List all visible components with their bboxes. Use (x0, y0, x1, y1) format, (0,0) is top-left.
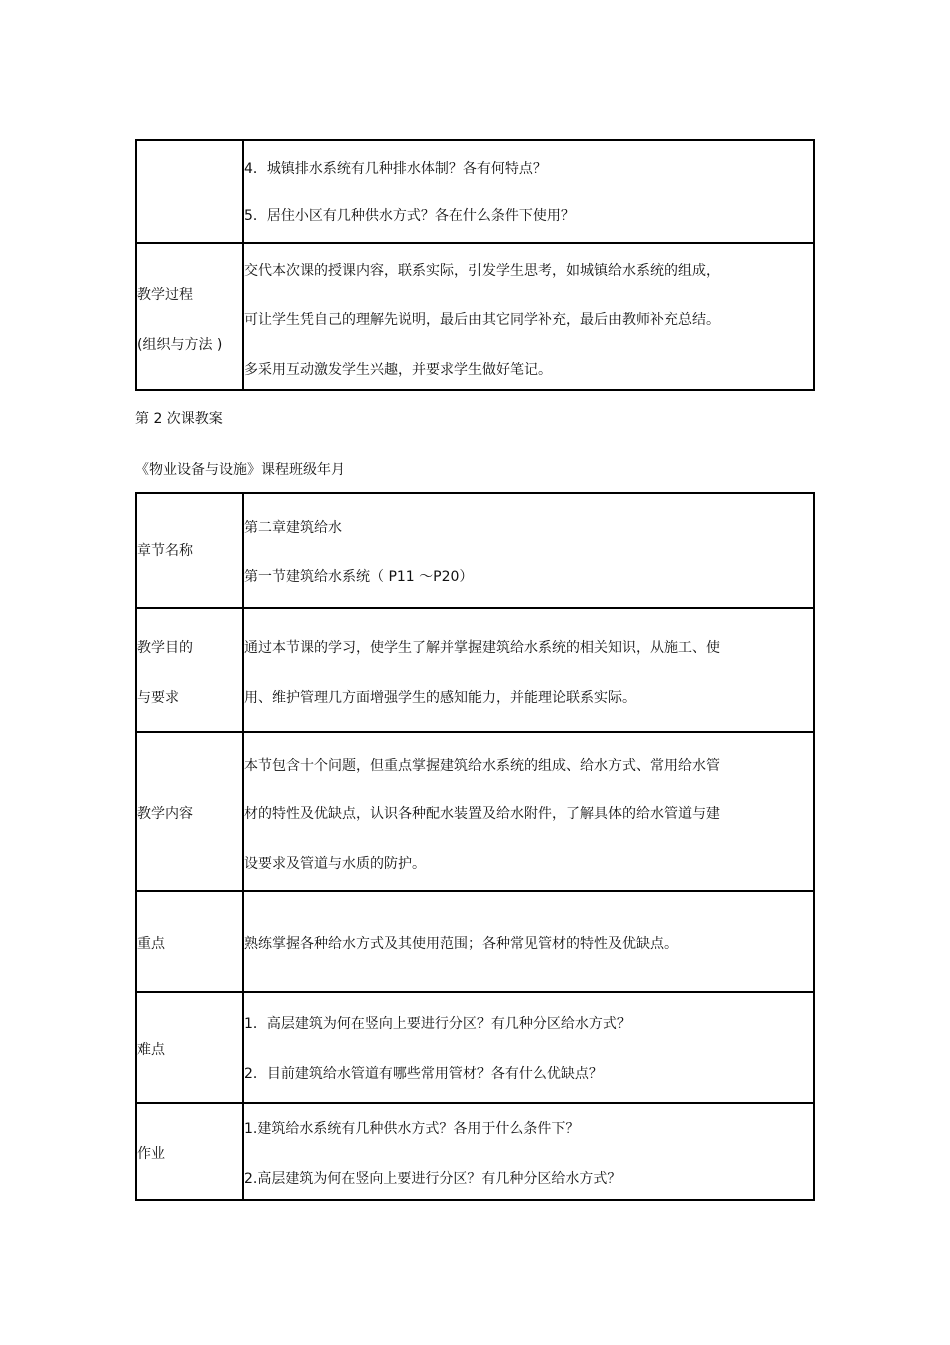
row-content-cell (244, 244, 813, 391)
content-line: 1．高层建筑为何在竖向上要进行分区？有几种分区给水方式？ (244, 1016, 631, 1032)
table-row-key (137, 890, 813, 991)
content-line: 材的特性及优缺点，认识各种配水装置及给水附件，了解具体的给水管道与建 (244, 806, 720, 822)
table-row-content (137, 731, 813, 890)
row-content-cell (244, 494, 813, 607)
row-label: (组织与方法 ) (137, 337, 223, 353)
content-line: 通过本节课的学习，使学生了解并掌握建筑给水系统的相关知识，从施工、使 (244, 640, 720, 656)
row-label: 教学过程 (137, 287, 193, 303)
row-label: 章节名称 (137, 543, 193, 559)
lesson-table-2 (135, 492, 815, 1201)
content-line: 设要求及管道与水质的防护。 (244, 856, 426, 872)
row-label-cell (137, 609, 244, 731)
row-content-cell (244, 1104, 813, 1199)
row-label-cell (137, 1104, 244, 1199)
content-line: 可让学生凭自己的理解先说明，最后由其它同学补充，最后由教师补充总结。 (244, 312, 720, 328)
content-line: 1.建筑给水系统有几种供水方式？各用于什么条件下？ (244, 1121, 580, 1137)
row-label: 作业 (137, 1146, 165, 1162)
row-label-cell (137, 494, 244, 607)
content-line: 多采用互动激发学生兴趣，并要求学生做好笔记。 (244, 362, 552, 378)
table-row-questions (137, 141, 813, 242)
row-label-cell (137, 733, 244, 890)
row-label-cell (137, 244, 244, 391)
table-row-chapter (137, 494, 813, 607)
content-line: 用、维护管理几方面增强学生的感知能力，并能理论联系实际。 (244, 690, 636, 706)
row-label: 难点 (137, 1042, 165, 1058)
row-content-cell (244, 993, 813, 1102)
row-label: 教学内容 (137, 806, 193, 822)
table-row-difficult (137, 991, 813, 1102)
row-label: 与要求 (137, 690, 179, 706)
row-label: 教学目的 (137, 640, 193, 656)
content-line: 熟练掌握各种给水方式及其使用范围；各种常见管材的特性及优缺点。 (244, 936, 678, 952)
row-content-cell (244, 609, 813, 731)
content-line: 第一节建筑给水系统（ P11 ～P20） (244, 569, 474, 585)
row-label-cell (137, 141, 244, 242)
row-label: 重点 (137, 936, 165, 952)
content-line: 第二章建筑给水 (244, 520, 342, 536)
course-line: 《物业设备与设施》课程班级年月 (135, 462, 345, 478)
question-line: 5．居住小区有几种供水方式？各在什么条件下使用？ (244, 208, 575, 224)
lesson-table-1 (135, 139, 815, 391)
content-line: 本节包含十个问题，但重点掌握建筑给水系统的组成、给水方式、常用给水管 (244, 758, 720, 774)
row-content-cell (244, 733, 813, 890)
row-content-cell (244, 141, 813, 242)
table-row-homework (137, 1102, 813, 1199)
content-line: 2.高层建筑为何在竖向上要进行分区？有几种分区给水方式？ (244, 1171, 622, 1187)
content-line: 交代本次课的授课内容，联系实际，引发学生思考，如城镇给水系统的组成， (244, 263, 720, 279)
lesson-heading: 第 2 次课教案 (135, 411, 223, 427)
row-label-cell (137, 892, 244, 991)
table-row-goal (137, 607, 813, 731)
content-line: 2．目前建筑给水管道有哪些常用管材？各有什么优缺点？ (244, 1066, 603, 1082)
row-label-cell (137, 993, 244, 1102)
question-line: 4．城镇排水系统有几种排水体制？各有何特点？ (244, 161, 547, 177)
row-content-cell (244, 892, 813, 991)
table-row-process (137, 242, 813, 391)
